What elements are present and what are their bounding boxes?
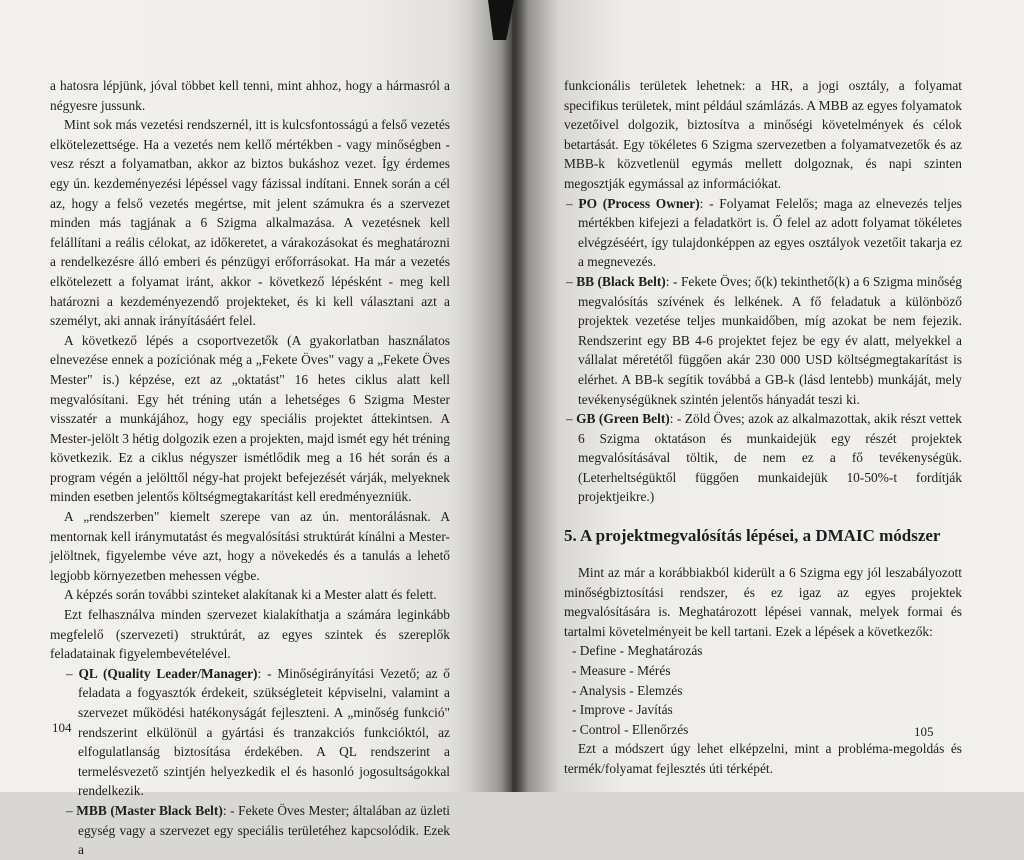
paragraph: Mint az már a korábbiakból kiderült a 6 Szigma egy jól leszabályozott minőségbiztosítási rendszer, és ez igaz az egyes projektek megvalósítására is. Meghatározott lépései vannak, melyek formai és tartalmi követelményeit be kell tartani. Ezek a lépések a következők: xyxy=(564,565,962,639)
paragraph: a hatosra lépjünk, jóval többet kell tenni, mint ahhoz, hogy a hármasról a négyesre jussunk. xyxy=(50,78,450,113)
role-description: : - Folyamat Felelős; maga az elnevezés teljes mértékben kifejezi a feladatkört is. Ő felel az adott folyamat tökéletes elvégzéséért, így tulajdonképpen az egyes osztályok vezetőit takarja ez a megnevezés. xyxy=(578,195,963,270)
role-description: : - Minőségirányítási Vezető; az ő feladata a fogyasztók érdekeit, szükségleteit képviselni, valamint a szervezet működési hatékonyságát fejleszteni. A „minőség funkció" rendszerint elkülönül a gyártási és tranzakciós funkcióktól, az elfogulatlanság biztosítása érdekében. A QL rendszerint a termelésvezető szintjén helyezkedik el és hasonló jogosultságokkal rendelkezik. xyxy=(78,665,450,799)
role-term: PO (Process Owner) xyxy=(578,195,700,211)
page-number: 104 xyxy=(52,720,72,735)
list-item: - Control - Ellenőrzés xyxy=(572,721,689,737)
role-item-mbb: – MBB (Master Black Belt): - Fekete Öves Mester; általában az üzleti egység vagy a szervezet egy speciális területéhez kapcsolódik. Ezek a xyxy=(66,802,451,858)
paragraph: Mint sok más vezetési rendszernél, itt is kulcsfontosságú a felső vezetés elkötelezettsége. Ha a vezetés nem kellő mértékben - vagy minőségben - vesz részt a folyamatban, akkor az biztos bukáshoz vezet. Így érdemes egy ún. kezdeményezési lépéssel vagy fázissal indítani. Ennek során a cél az, hogy a felső vezetés megértse, mit jelent számukra és a szervezet minden más tagjának a 6 Szigma alkalmazása. A vezetésnek kell felállítani a reális célokat, az időkeretet, a várakozásokat és meghatározni a rendelkezésre álló emberi és pénzügyi erőforrásokat. Ha már a vezetés elkötelezett a folyamat iránt, akkor - következő lépésként - meg kell határozni a kezdeményezendő projekteket, és ki kell választani azt a személyt, aki annak irányításáért felel. xyxy=(50,117,450,329)
role-item-ql: – QL (Quality Leader/Manager): - Minőségirányítási Vezető; az ő feladata a fogyasztók érdekeit, szükségleteit képviselni, valamint a szervezet működési hatékonyságát fejleszteni. A „minőség funkció" rendszerint elkülönül a gyártási és tranzakciós funkcióktól, az elfogulatlanság biztosítása érdekében. A QL rendszerint a termelésvezető szintjén helyezkedik el és hasonló jogosultságokkal rendelkezik. xyxy=(66,665,450,799)
paragraph: A következő lépés a csoportvezetők (A gyakorlatban használatos elnevezése ennek a pozíciónak még a „Fekete Öves" vagy a „Fekete Öves Mester" is.) képzése, ezt az „oktatást" 16 hetes ciklus alatt kell megvalósítani. Egy hét tréning után a lehetséges 6 Szigma Mester visszatér a munkájához, hogy egy speciális projektet áttekintsen. A Mester-jelölt 3 hétig dolgozik ezen a projekten, majd ismét egy hét tréning következik. Ez a ciklus négyszer ismétlődik meg a 16 hét során és a program végén a jelölttől négy-hat projekt befejezését várják, melyeknek minden esetben jelentős költségmegtakarítást kell eredményezniük. xyxy=(50,332,450,505)
role-description: : - Fekete Öves Mester; általában az üzleti egység vagy a szervezet egy speciális területéhez kapcsolódik. Ezek a xyxy=(78,802,451,858)
left-page-text xyxy=(50,76,450,860)
paragraph: funkcionális területek lehetnek: a HR, a jogi osztály, a folyamat specifikus területek, mint például számlázás. A MBB az egyes folyamatok vezetőivel dolgozik, biztosítva a minőségi követelmények és célok betartását. Egy tökéletes 6 Szigma szervezetben a folyamatvezetők és az MBB-k közvetlenül egymás mellett dolgoznak, és napi szinten megosztják egymással az információkat. xyxy=(564,78,962,191)
role-term: MBB (Master Black Belt) xyxy=(76,802,223,818)
paragraph: Ezt felhasználva minden szervezet kialakíthatja a számára leginkább megfelelő (szervezeti) struktúrát, az egyes szintek és szereplők feladatainak figyelembevételével. xyxy=(50,607,450,662)
list-item: - Improve - Javítás xyxy=(572,702,673,718)
role-term: QL (Quality Leader/Manager) xyxy=(78,665,258,681)
role-item-po: – PO (Process Owner): - Folyamat Felelős; maga az elnevezés teljes mértékben kifejezi a feladatkört is. Ő felel az adott folyamat tökéletes elvégzéséért, így tulajdonképpen az egyes osztályok vezetőit takarja ez a megnevezés. xyxy=(566,195,963,270)
paragraph: A képzés során további szinteket alakítanak ki a Mester alatt és felett. xyxy=(64,587,437,603)
role-description: : - Zöld Öves; azok az alkalmazottak, akik részt vettek 6 Szigma oktatáson és munkaidejük egy részét projektek megvalósításával töltik, de nem ez a fő tevékenységük. (Leterheltségüktől függően munkaidejük 10-50%-t fordítják projektjeikre.) xyxy=(578,411,962,505)
role-item-gb: – GB (Green Belt): - Zöld Öves; azok az alkalmazottak, akik részt vettek 6 Szigma oktatáson és munkaidejük egy részét projektek megvalósításával töltik, de nem ez a fő tevékenységük. (Leterheltségüktől függően munkaidejük 10-50%-t fordítják projektjeikre.) xyxy=(566,411,962,505)
right-page-text xyxy=(564,76,962,779)
list-item: - Measure - Mérés xyxy=(572,663,671,679)
list-item: - Define - Meghatározás xyxy=(572,643,703,659)
paragraph: A „rendszerben" kiemelt szerepe van az ún. mentorálásnak. A mentornak kell iránymutatást és megvalósítási struktúrát kínálni a Mester-jelöltnek, figyelembe véve azt, hogy a növekedés és a tanulás a lehető legjobb környezetben mehessen végbe. xyxy=(50,509,450,583)
book-gutter-shadow xyxy=(470,0,560,792)
dmaic-steps-list xyxy=(564,641,962,739)
paragraph: Ezt a módszert úgy lehet elképzelni, mint a probléma-megoldás és termék/folyamat fejlesztés úti térképét. xyxy=(564,741,962,776)
right-page xyxy=(512,0,1024,792)
page-number: 105 xyxy=(914,724,934,739)
role-description: : - Fekete Öves; ő(k) tekinthető(k) a 6 Szigma minőség megvalósítás szívének és lelkének. A fő feladatuk a különböző projektek vezetése teljes munkaidőben, míg azokat be nem fejezik. Rendszerint egy BB 4-6 projektet fejez be egy év alatt, melyekkel a vállalat méretétől függően akár 230 000 USD költségmegtakarítást is elérhet. A BB-k segítik továbbá a GB-k (lásd lentebb) munkáját, mely tevékenységüknek szintén jelentős hányadát teszi ki. xyxy=(578,273,963,407)
list-item: - Analysis - Elemzés xyxy=(572,682,683,698)
role-term: BB (Black Belt) xyxy=(576,273,666,289)
role-term: GB (Green Belt) xyxy=(576,411,670,427)
role-item-bb: – BB (Black Belt): - Fekete Öves; ő(k) tekinthető(k) a 6 Szigma minőség megvalósítás szívének és lelkének. A fő feladatuk a különböző projektek vezetése teljes munkaidőben, míg azokat be nem fejezik. Rendszerint egy BB 4-6 projektet fejez be egy év alatt, melyekkel a vállalat méretétől függően akár 230 000 USD költségmegtakarítást is elérhet. A BB-k segítik továbbá a GB-k (lásd lentebb) munkáját, mely tevékenységüknek szintén jelentős hányadát teszi ki. xyxy=(566,273,963,407)
left-page xyxy=(0,0,512,858)
section-heading: 5. A projektmegvalósítás lépései, a DMAIC módszer xyxy=(564,526,941,546)
